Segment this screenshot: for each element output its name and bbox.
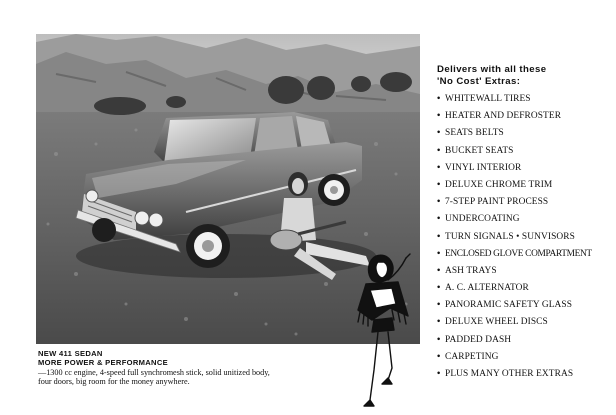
bullet-icon: • [437, 248, 440, 259]
extras-item: • SEATS BELTS [437, 125, 613, 142]
extras-item: • DELUXE CHROME TRIM [437, 177, 613, 194]
bullet-icon: • [437, 351, 441, 362]
bullet-icon: • [437, 128, 441, 139]
extras-item: • PLUS MANY OTHER EXTRAS [437, 366, 613, 383]
extras-item: • ASH TRAYS [437, 263, 613, 280]
extras-item: • PADDED DASH [437, 332, 613, 349]
extras-item: • VINYL INTERIOR [437, 160, 613, 177]
caption-tagline: MORE POWER & PERFORMANCE [38, 358, 168, 368]
extras-item: • BUCKET SEATS [437, 143, 613, 160]
photo-caption [38, 349, 358, 387]
extras-item: • UNDERCOATING [437, 211, 613, 228]
extras-panel [437, 64, 613, 383]
caption-description-line-1: —1300 cc engine, 4-speed full synchromesh stick, solid unitized body, [38, 367, 270, 377]
model-name: NEW 411 SEDAN [38, 349, 103, 358]
bullet-icon: • [437, 231, 441, 242]
bullet-icon: • [437, 317, 441, 328]
extras-item: • 7-STEP PAINT PROCESS [437, 194, 613, 211]
bullet-icon: • [437, 94, 441, 104]
extras-heading [437, 64, 613, 88]
bullet-icon: • [437, 214, 441, 225]
bullet-icon: • [437, 179, 441, 190]
caption-description-line-2: four doors, big room for the money anywhere. [38, 377, 190, 387]
extras-heading-line-1: Delivers with all these [437, 64, 547, 75]
bullet-icon: • [437, 162, 441, 173]
bullet-icon: • [437, 265, 441, 276]
bullet-icon: • [437, 283, 441, 294]
extras-item: • PANORAMIC SAFETY GLASS [437, 297, 613, 314]
bullet-icon: • [437, 369, 441, 379]
extras-list [437, 91, 613, 383]
bullet-icon: • [437, 111, 441, 122]
extras-item: • WHITEWALL TIRES [437, 91, 613, 108]
bullet-icon: • [437, 145, 441, 156]
extras-item: • A. C. ALTERNATOR [437, 280, 613, 297]
extras-heading-line-2: 'No Cost' Extras: [437, 76, 521, 87]
extras-item: • DELUXE WHEEL DISCS [437, 314, 613, 331]
extras-item: • HEATER AND DEFROSTER [437, 108, 613, 125]
bullet-icon: • [437, 334, 441, 345]
bullet-icon: • [437, 197, 441, 208]
extras-item: • ENCLOSED GLOVE COMPARTMENT [437, 246, 613, 263]
cartoon-girl-illustration [352, 250, 434, 410]
bullet-icon: • [437, 300, 441, 311]
extras-item: • TURN SIGNALS • SUNVISORS [437, 229, 613, 246]
extras-item: • CARPETING [437, 349, 613, 366]
cartoon-girl-icon [352, 250, 434, 410]
